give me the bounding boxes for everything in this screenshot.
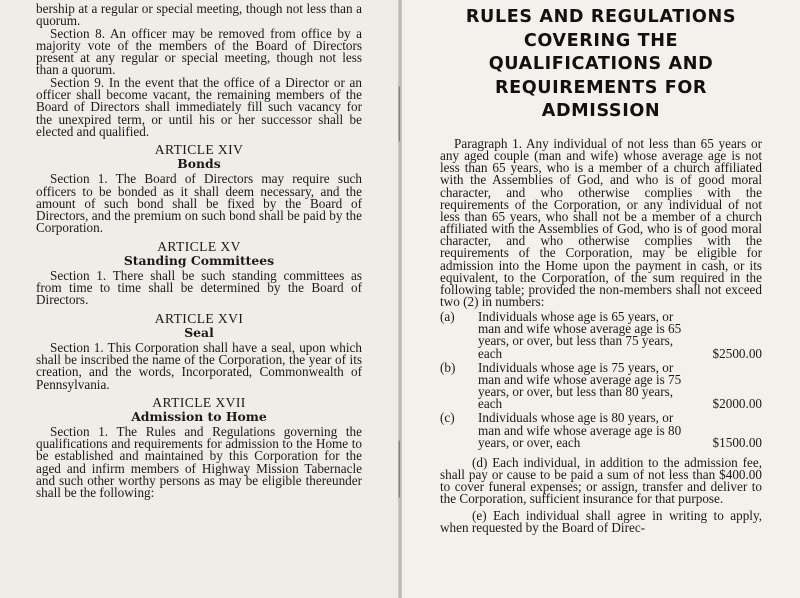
page-title: RULES AND REGULATIONS COVERING THE QUALIFICATIONS AND REQUIREMENTS FOR ADMISSION: [465, 7, 737, 122]
section-9: Section 9. In the event that the office of a Director or an officer shall become vacant, the remaining members of the Board of Directors shall immediately fill such vacancy for the unexpired term, or until his or her successor shall be elected and qualified.: [36, 74, 362, 139]
article-16: [36, 311, 362, 391]
fee-description: Individuals whose age is 65 years, or man and wife whose average age is 65 years, or over, but less than 75 years, each: [478, 309, 682, 361]
article-title: Seal: [184, 324, 214, 340]
fee-letter: (c): [440, 410, 455, 426]
fee-description: Individuals whose age is 80 years, or man and wife whose average age is 80 years, or over, each: [478, 410, 682, 450]
paragraph-e: (e) Each individual shall agree in writing to apply, when requested by the Board of Direc-: [440, 507, 762, 535]
paragraph-1: Paragraph 1. Any individual of not less than 65 years or any aged couple (man and wife) whose average age is not less than 65 years, who is a member of a church affiliated with the Assemblies of God, and who is of good moral character, and who otherwise complies with the requirements of the Corporation, or any individual of not less than 65 years, who shall not be a member of a church affiliated with the Assemblies of God, who is of good moral character, and who otherwise complies with the requirements of the Corporation, may be eligible for admission into the Home upon the payment in cash, or its equivalent, to the Corporation, of the sum required in the following table; provided the non-members shall not exceed two (2) in numbers:: [440, 135, 762, 309]
fee-table: [440, 311, 762, 449]
section-8: Section 8. An officer may be removed from office by a majority vote of the members of the Board of Directors present at any regular or special meeting, though not less than a quorum.: [36, 25, 362, 78]
fee-letter: (b): [440, 359, 456, 375]
article-body: Section 1. The Board of Directors may require such officers to be bonded as it shall deem necessary, and the amount of such bond shall be fixed by the Board of Directors, and the premium on such bond shall be paid by the Corporation.: [36, 171, 362, 236]
fee-row: [440, 311, 762, 360]
right-page: [402, 0, 800, 598]
article-title: Admission to Home: [131, 408, 267, 424]
article-body: Section 1. The Rules and Regulations governing the qualifications and requirements for admission to the Home to be established and maintained by this Corporation for the aged and infirm members of Highway Mission Tabernacle and such other worthy persons as may be eligible thereunder shall be the following:: [36, 423, 362, 501]
article-15: [36, 239, 362, 307]
fee-amount: $2500.00: [712, 345, 762, 361]
continued-text: bership at a regular or special meeting, though not less than a quorum.: [36, 1, 362, 29]
fee-description: Individuals whose age is 75 years, or man and wife whose average age is 75 years, or over, but less than 80 years, each: [478, 359, 682, 412]
article-17: [36, 395, 362, 500]
article-heading: ARTICLE XV: [157, 238, 241, 254]
fee-amount: $1500.00: [712, 434, 762, 450]
article-heading: ARTICLE XIV: [154, 142, 244, 158]
article-body: Section 1. There shall be such standing committees as from time to time shall be determined by the Board of Directors.: [36, 267, 362, 308]
article-title: Bonds: [177, 156, 221, 172]
fee-row: [440, 359, 762, 412]
article-14: [36, 142, 362, 234]
article-body: Section 1. This Corporation shall have a seal, upon which shall be inscribed the name of the Corporation, the year of its creation, and the words, Incorporated, Commonwealth of Pennsylvania.: [36, 339, 362, 392]
article-heading: ARTICLE XVI: [154, 310, 244, 326]
paragraph-d: (d) Each individual, in addition to the admission fee, shall pay or cause to be paid a sum of not less than $400.00 to cover funeral expenses; or assign, transfer and deliver to the Corporation, sufficient insurance for that purpose.: [440, 454, 762, 507]
article-title: Standing Committees: [123, 252, 275, 268]
fee-letter: (a): [440, 309, 455, 325]
article-heading: ARTICLE XVII: [152, 394, 246, 410]
left-page: [0, 0, 398, 598]
fee-row: [440, 412, 762, 448]
fee-amount: $2000.00: [712, 396, 762, 412]
